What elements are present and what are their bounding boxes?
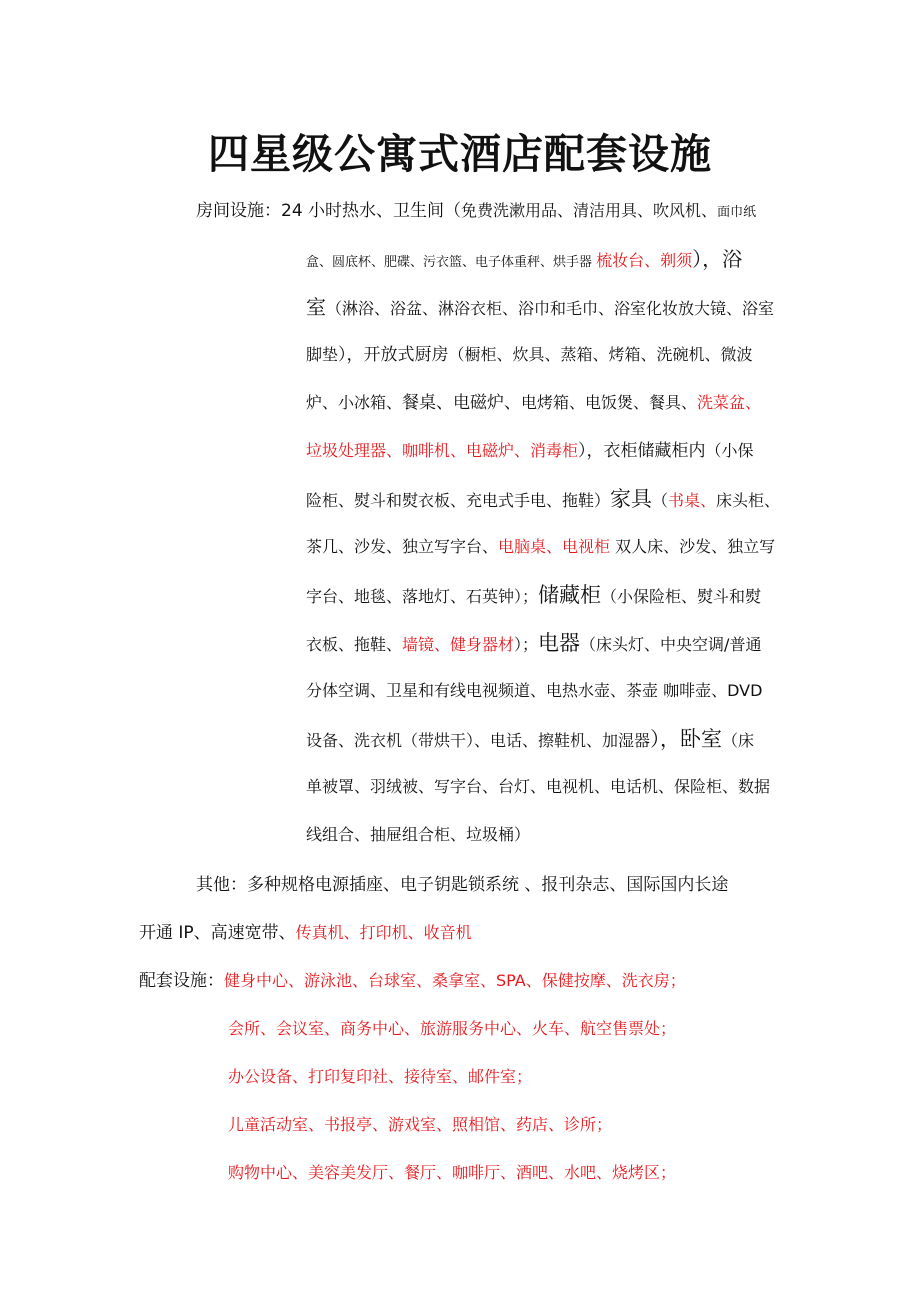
room-subheading: 家具	[610, 487, 653, 511]
room-line-6	[306, 436, 754, 466]
room-text: 设备、洗衣机（带烘干）、电话、擦鞋机、加湿器	[306, 731, 651, 750]
room-text: （小保	[705, 441, 754, 460]
room-line-12	[306, 724, 754, 756]
room-highlight: 墙镜、健身器材	[402, 635, 515, 654]
room-text: ），浴	[692, 247, 743, 271]
room-text: （小保险柜、熨斗和熨	[601, 587, 762, 606]
room-text: 脚垫	[306, 345, 339, 364]
room-heading: 房间设施：24 小时热水、卫生间（	[196, 201, 462, 221]
room-text: 单被罩、羽绒被、写字台、台灯、电视机、电话机、保险柜、数据	[306, 777, 771, 796]
room-line-11	[306, 676, 762, 706]
room-line-13	[306, 772, 770, 802]
facilities-highlight: 健身中心、游泳池、台球室、桑拿室、SPA、保健按摩、洗衣房；	[224, 971, 686, 990]
room-text: 双人床、沙发、独立写	[610, 537, 776, 556]
room-text: 茶几、沙发、独立写字台、	[306, 537, 499, 556]
room-text: 餐桌、电磁炉、	[402, 393, 522, 413]
room-line-8	[306, 532, 775, 562]
other-highlight: 传真机、打印机、收音机	[295, 923, 472, 942]
facilities-line-1	[139, 966, 686, 996]
room-highlight: 垃圾处理器、咖啡机、电磁炉、消毒柜	[306, 441, 579, 460]
room-text: ），衣柜储藏柜内	[578, 441, 706, 461]
room-highlight: 梳妆台、剃须	[596, 251, 693, 270]
room-text: 盒、圆底杯、肥碟、污衣篮、电子体重秤、烘手器	[306, 255, 597, 270]
room-text: （淋浴、浴盆、淋浴衣柜、浴巾和毛巾、浴室化妆放大镜、浴室	[326, 299, 775, 318]
facilities-line-3: 办公设备、打印复印社、接待室、邮件室；	[228, 1067, 533, 1086]
other-line-1: 其他：多种规格电源插座、电子钥匙锁系统 、报刊杂志、国际国内长途	[196, 875, 729, 895]
room-text: （床头灯、中央空调/普通	[580, 635, 762, 654]
facilities-line-5: 购物中心、美容美发厅、餐厅、咖啡厅、酒吧、水吧、烧烤区；	[228, 1163, 677, 1182]
room-text: （床	[722, 731, 755, 750]
room-line-9	[306, 580, 761, 612]
room-text: 字台、地毯、落地灯、石英钟）；	[306, 587, 539, 606]
room-subheading: 储藏柜	[538, 583, 602, 607]
room-text: 床头柜、	[716, 491, 781, 510]
room-text: 分体空调、卫星和有线电视频道、电热水壶、茶壶 咖啡壶、DVD	[306, 681, 763, 700]
room-line-10	[306, 628, 761, 660]
room-text: ）；	[514, 635, 539, 654]
room-text: 险柜、熨斗和熨衣板、充电式手电、拖鞋）	[306, 491, 611, 510]
facilities-label: 配套设施：	[139, 971, 224, 991]
room-line-2	[306, 244, 742, 278]
room-text: 炉、小冰箱、	[306, 393, 403, 412]
room-highlight: 书桌、	[668, 491, 717, 510]
room-highlight: 洗菜盆、	[697, 393, 762, 412]
room-line-1	[196, 196, 756, 228]
room-text: ），	[650, 727, 681, 751]
room-line-7	[306, 484, 780, 516]
room-text: 线组合、抽屉组合柜、垃圾桶）	[306, 825, 531, 844]
room-line-4	[306, 340, 753, 370]
room-text: 免费洗漱用品、清洁用具、吹风机、	[461, 201, 718, 220]
room-subheading: 卧室	[680, 727, 723, 751]
other-line-2	[139, 918, 472, 948]
facilities-line-2: 会所、会议室、商务中心、旅游服务中心、火车、航空售票处；	[228, 1019, 677, 1038]
facilities-line-4: 儿童活动室、书报亭、游戏室、照相馆、药店、诊所；	[228, 1115, 613, 1134]
room-subheading: 电器	[538, 631, 581, 655]
document-title: 四星级公寓式酒店配套设施	[208, 130, 712, 178]
room-text: 电烤箱、电饭煲、餐具、	[521, 393, 698, 412]
room-line-5	[306, 388, 761, 418]
room-text: 室	[306, 295, 326, 319]
room-text: （	[652, 491, 669, 510]
room-text: （橱柜、炊具、蒸箱、烤箱、洗碗机、微波	[448, 345, 753, 364]
room-line-3	[306, 292, 774, 324]
other-text: 开通 IP、高速宽带、	[139, 923, 296, 943]
room-text: 衣板、拖鞋、	[306, 635, 403, 654]
room-highlight: 电脑桌、电视柜	[498, 537, 611, 556]
room-text: 面巾纸	[717, 205, 757, 220]
room-line-14	[306, 820, 530, 850]
room-text: ），开放式厨房	[338, 345, 449, 365]
